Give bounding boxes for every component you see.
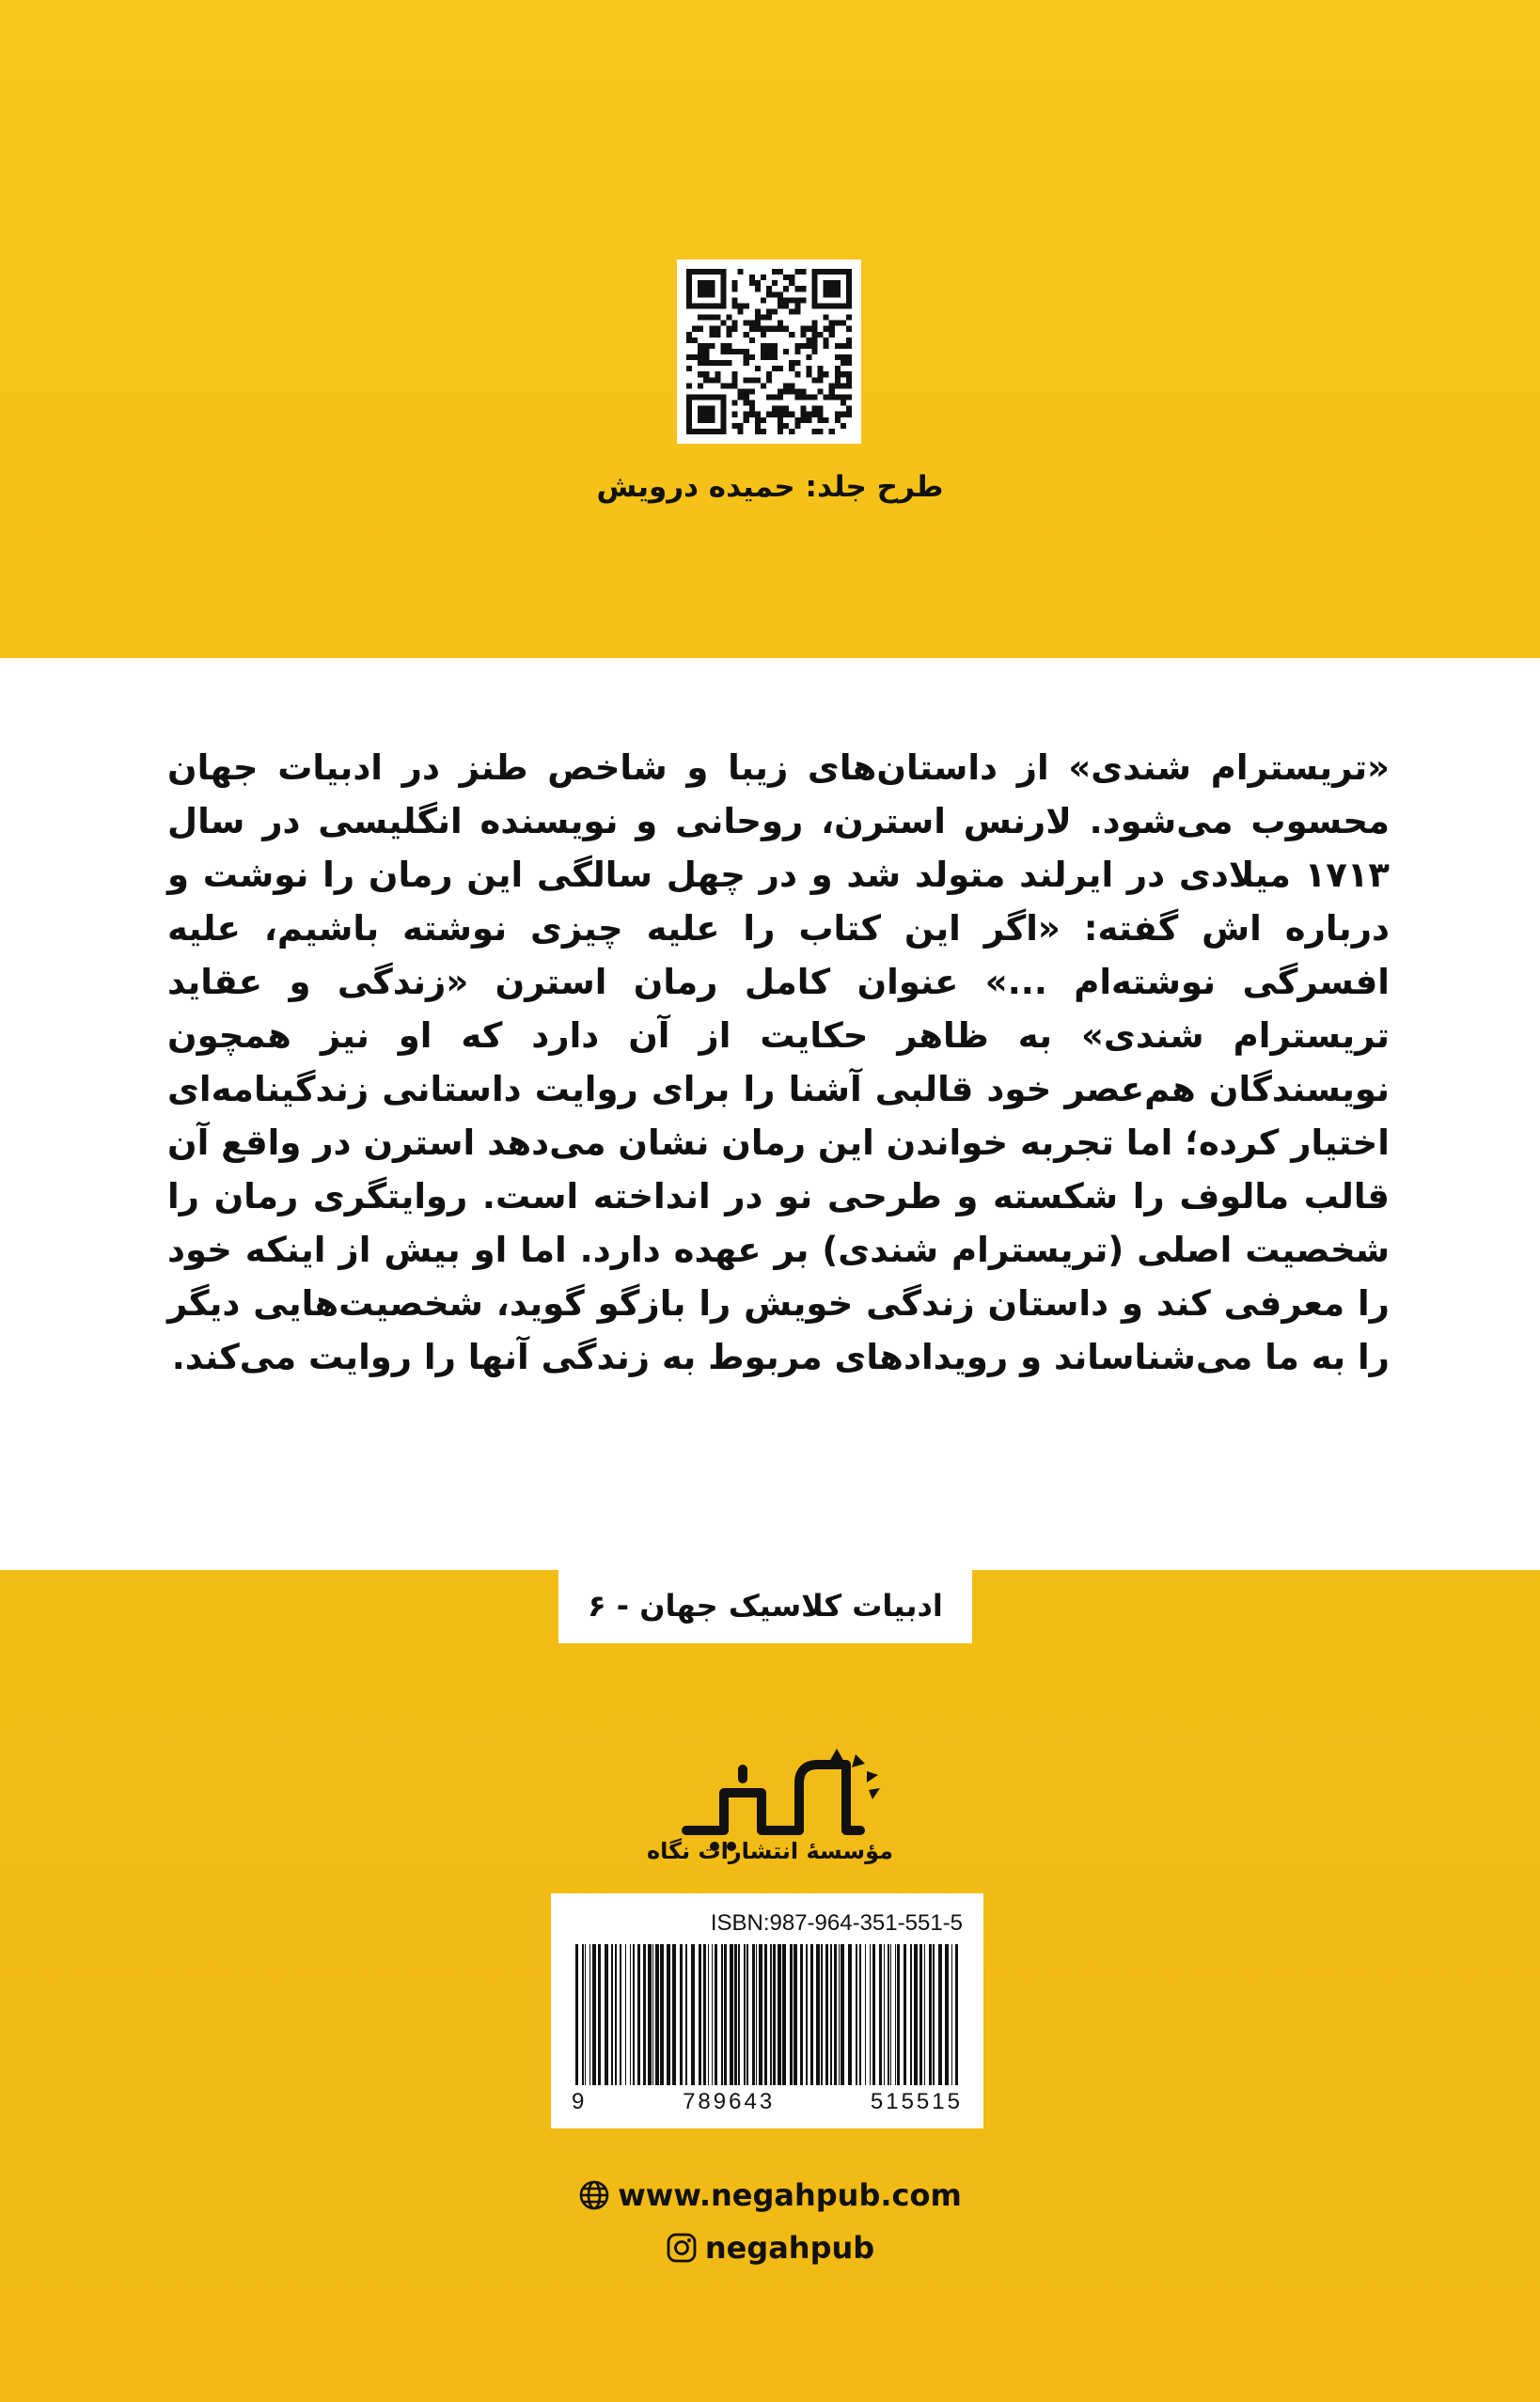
website-url[interactable]: www.negahpub.com [618,2177,962,2213]
barcode-bars [572,1944,963,2085]
globe-icon [578,2179,610,2211]
barcode-digits [572,2089,963,2115]
instagram-handle[interactable]: negahpub [704,2230,875,2266]
synopsis-paragraph: «تریسترام شندی» از داستان‌های زیبا و شاخص طنز در ادبیات جهان محسوب می‌شود. لارنس استرن، روحانی و نویسنده انگلیسی در سال ۱۷۱۳ میلادی در ایرلند متولد شد و در چهل سالگی این رمان را نوشت و درباره اش گفته: «اگر این کتاب را علیه چیزی نوشته باشیم، علیه افسرگی نوشته‌ام ...» عنوان کامل رمان استرن «زندگی و عقاید تریسترام شندی» به ظاهر حکایت از آن دارد که او نیز همچون نویسندگان هم‌عصر خود قالبی آشنا را برای روایت داستانی زندگینامه‌ای اختیار کرده؛ اما تجربه خواندن این رمان نشان می‌دهد استرن در واقع آن قالب مالوف را شکسته و طرحی نو در انداخته است. روایتگری رمان را شخصیت اصلی (تریسترام شندی) بر عهده دارد. اما او بیش از اینکه خود را معرفی کند و داستان زندگی خویش را بازگو گوید، شخصیت‌هایی دیگر را به ما می‌شناساند و رویدادهای مربوط به زندگی آنها را روایت می‌کند. [167,747,1390,1377]
series-label: ادبیات کلاسیک جهان - ۶ [558,1568,972,1643]
publisher-name: مؤسسهٔ انتشارات نگاه [647,1838,893,1864]
barcode-digit-group: 789643 [683,2089,776,2114]
barcode-digit-group: 9 [572,2089,588,2114]
instagram-line [0,2230,1540,2266]
qr-code [677,259,861,444]
isbn-barcode [551,1893,983,2128]
website-line [0,2177,1540,2213]
cover-design-credit: طرح جلد: حمیده درویش [596,470,944,504]
barcode-digit-group: 515515 [870,2089,963,2114]
isbn-number: ISBN:987-964-351-551-5 [710,1910,963,1936]
synopsis-text [167,741,1390,1384]
instagram-icon [666,2232,698,2264]
